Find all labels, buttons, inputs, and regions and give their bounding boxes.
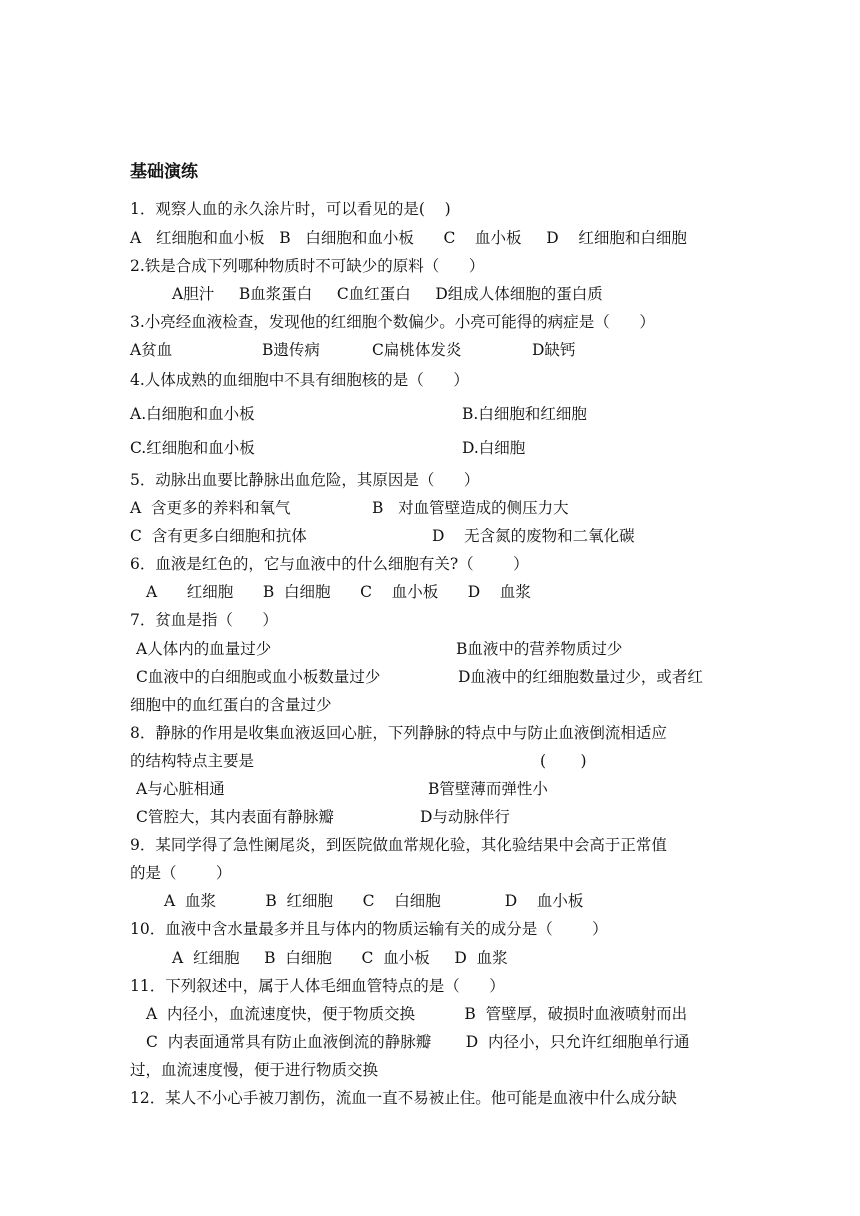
section-title: 基础演练: [130, 162, 198, 182]
q7-option-d: D血液中的红细胞数量过少，或者红: [458, 668, 703, 686]
q11-options-ab: A 内径小，血流速度快，便于物质交换 B 管壁厚，破损时血液喷射而出: [146, 1005, 688, 1023]
q5-option-c: C 含有更多白细胞和抗体: [130, 527, 307, 545]
q6-options: A 红细胞 B 白细胞 C 血小板 D 血浆: [146, 583, 531, 601]
q7-option-b: B血液中的营养物质过少: [456, 640, 623, 658]
q7-option-a: A人体内的血量过少: [136, 640, 272, 658]
q7-option-c: C血液中的白细胞或血小板数量过少: [136, 668, 381, 686]
q10-stem: 10．血液中含水量最多并且与体内的物质运输有关的成分是（ ）: [130, 920, 608, 938]
q5-option-a: A 含更多的养料和氧气: [130, 499, 291, 517]
q11-option-d-cont: 过，血流速度慢，便于进行物质交换: [130, 1061, 379, 1079]
q3-option-a: A贫血: [130, 341, 173, 359]
q10-options: A 红细胞 B 白细胞 C 血小板 D 血浆: [172, 949, 508, 967]
q8-answer-blank: ( ): [540, 752, 587, 770]
q2-stem: 2.铁是合成下列哪种物质时不可缺少的原料（ ）: [130, 257, 485, 275]
q9-stem: 9．某同学得了急性阑尾炎，到医院做血常规化验，其化验结果中会高于正常值: [130, 836, 667, 854]
q3-option-d: D缺钙: [532, 341, 576, 359]
q2-options: A胆汁 B血浆蛋白 C血红蛋白 D组成人体细胞的蛋白质: [172, 285, 603, 303]
q8-stem-cont: 的结构特点主要是: [130, 752, 255, 770]
q3-option-c: C扁桃体发炎: [372, 341, 462, 359]
q8-option-c: C管腔大，其内表面有静脉瓣: [136, 808, 334, 826]
q7-stem: 7．贫血是指（ ）: [130, 611, 278, 629]
q5-stem: 5．动脉出血要比静脉出血危险，其原因是（ ）: [130, 471, 480, 489]
q3-stem: 3.小亮经血液检查，发现他的红细胞个数偏少。小亮可能得的病症是（ ）: [130, 313, 655, 331]
q4-option-a: A.白细胞和血小板: [130, 405, 255, 423]
q7-option-d-cont: 细胞中的血红蛋白的含量过少: [130, 696, 332, 714]
q5-option-b: B 对血管壁造成的侧压力大: [372, 499, 569, 517]
q8-option-d: D与动脉伴行: [420, 808, 510, 826]
q11-stem: 11．下列叙述中，属于人体毛细血管特点的是（ ）: [130, 977, 505, 995]
q12-stem: 12．某人不小心手被刀割伤，流血一直不易被止住。他可能是血液中什么成分缺: [130, 1089, 677, 1107]
q8-option-b: B管壁薄而弹性小: [428, 780, 548, 798]
q11-options-cd: C 内表面通常具有防止血液倒流的静脉瓣 D 内径小，只允许红细胞单行通: [146, 1033, 690, 1051]
q1-stem: 1．观察人血的永久涂片时，可以看见的是( ): [130, 200, 451, 218]
q6-stem: 6．血液是红色的，它与血液中的什么细胞有关?（ ）: [130, 555, 529, 573]
q1-options: A 红细胞和血小板 B 白细胞和血小板 C 血小板 D 红细胞和白细胞: [130, 229, 687, 247]
q5-option-d: D 无含氮的废物和二氧化碳: [432, 527, 635, 545]
q9-options: A 血浆 B 红细胞 C 白细胞 D 血小板: [164, 892, 584, 910]
q4-option-c: C.红细胞和血小板: [130, 439, 255, 457]
q8-option-a: A与心脏相通: [136, 780, 225, 798]
q4-option-d: D.白细胞: [462, 439, 526, 457]
q8-stem: 8．静脉的作用是收集血液返回心脏，下列静脉的特点中与防止血液倒流相适应: [130, 724, 667, 742]
q4-stem: 4.人体成熟的血细胞中不具有细胞核的是（ ）: [130, 371, 469, 389]
q4-option-b: B.白细胞和红细胞: [462, 405, 587, 423]
q3-option-b: B遗传病: [262, 341, 320, 359]
q9-stem-cont: 的是（ ）: [130, 864, 232, 882]
